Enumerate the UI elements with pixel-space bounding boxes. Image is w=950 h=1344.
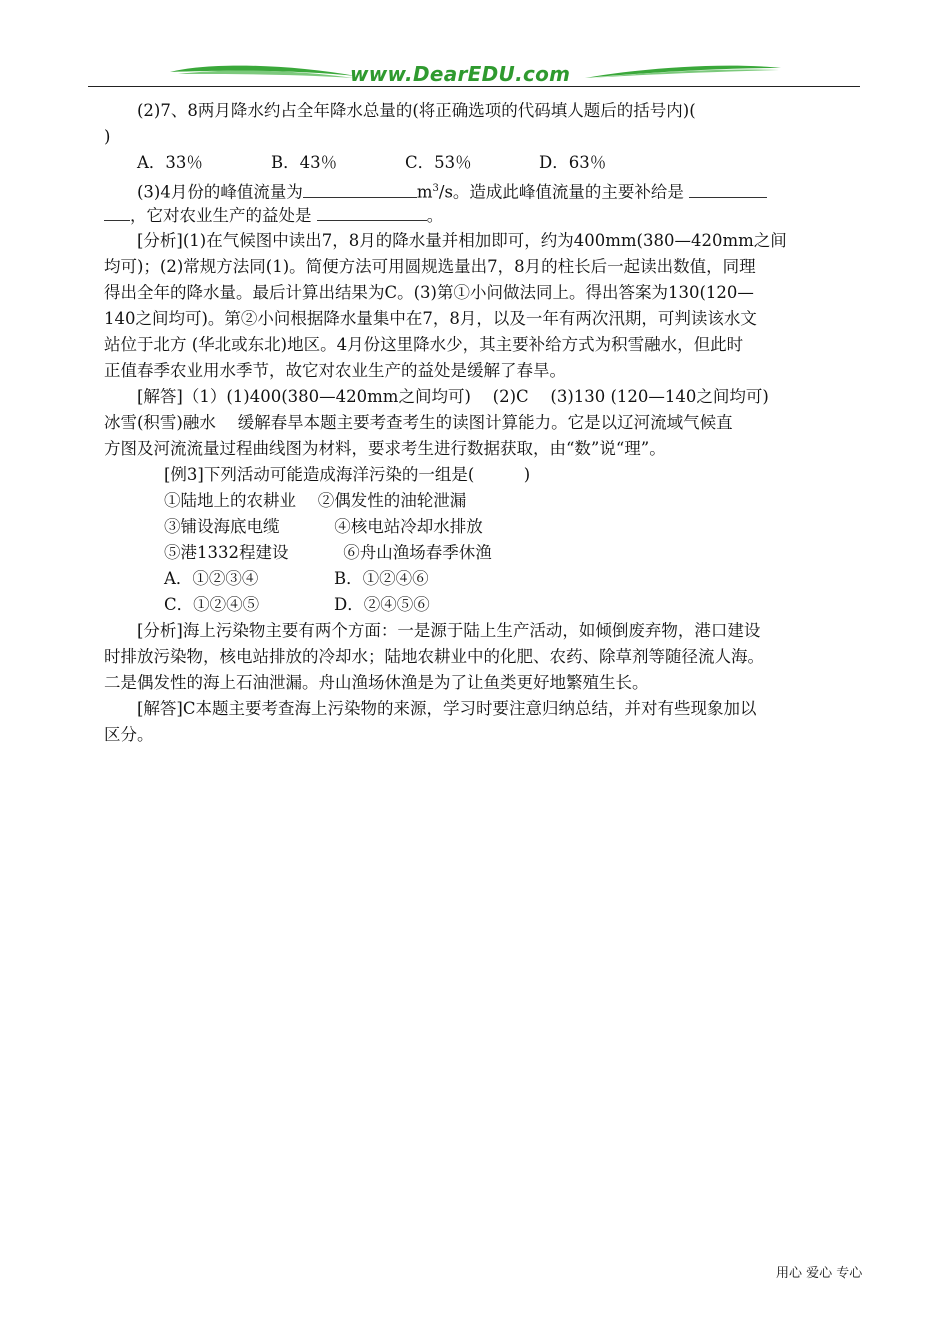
answer1-line: 方图及河流流量过程曲线图为材料，要求考生进行数据获取，由“数”说“理”。	[104, 439, 666, 458]
page-header	[88, 60, 860, 92]
right-swoosh-graphic	[583, 60, 783, 88]
q3-line2	[104, 202, 848, 228]
q3-text-a: (3)4月份的峰值流量为	[137, 182, 303, 202]
example3-item: ③铺设海底电缆 ④核电站冷却水排放	[164, 517, 483, 536]
example3-choice-a: A．①②③④	[164, 569, 259, 588]
q2-stem-line2: )	[104, 127, 111, 146]
q2-option-c: C．53％	[405, 153, 472, 172]
example3-choices-row	[104, 592, 848, 618]
answer1-line: [解答]（1）(1)400(380—420mm之间均可) (2)C (3)130 (120—140之间均可)	[137, 387, 769, 406]
analysis3-line: 二是偶发性的海上石油泄漏。舟山渔场休渔是为了让鱼类更好地繁殖生长。	[104, 673, 649, 692]
example3-item: ⑤港1332程建设 ⑥舟山渔场春季休渔	[164, 543, 492, 562]
page-footer: 用心 爱心 专心	[776, 1266, 863, 1281]
answer3-line: [解答]C本题主要考查海上污染物的来源，学习时要注意归纳总结，并对有些现象加以	[137, 699, 757, 718]
example3-choices-row	[104, 566, 848, 592]
q2-options	[104, 150, 848, 176]
q3-text-b: ，它对农业生产的益处是	[130, 206, 312, 225]
answer-blank	[317, 202, 427, 221]
analysis1-line: 正值春季农业用水季节，故它对农业生产的益处是缓解了春旱。	[104, 361, 566, 380]
q2-option-a: A．33％	[137, 153, 203, 172]
q2-option-b: B．43％	[271, 153, 338, 172]
example3-item: ①陆地上的农耕业 ②偶发性的油轮泄漏	[164, 491, 467, 510]
q3-unit-sup: 3	[432, 183, 439, 194]
answer-blank	[303, 179, 417, 198]
q2-stem-line1: (2)7、8两月降水约占全年降水总量的(将正确选项的代码填人题后的括号内)(	[137, 101, 696, 120]
analysis1-line: 140之间均可)。第②小问根据降水量集中在7，8月，以及一年有两次汛期，可判读该水文	[104, 309, 757, 328]
example3-choice-d: D．②④⑤⑥	[334, 595, 430, 614]
analysis1-line: 站位于北方 (华北或东北)地区。4月份这里降水少，其主要补给方式为积雪融水，但此时	[104, 335, 744, 354]
q3-line1	[104, 176, 848, 202]
q3-unit: m	[416, 182, 433, 202]
header-rule	[88, 86, 860, 87]
example3-stem: [例3]下列活动可能造成海洋污染的一组是( )	[164, 465, 531, 484]
analysis3-line: [分析]海上污染物主要有两个方面：一是源于陆上生产活动，如倾倒废弃物，港口建设	[137, 621, 761, 640]
example3-choice-b: B．①②④⑥	[334, 569, 429, 588]
left-swoosh-graphic	[168, 60, 358, 88]
example3-choice-c: C．①②④⑤	[164, 595, 260, 614]
q3-unit-tail: /s。造成此峰值流量的主要补给是	[438, 182, 684, 202]
site-logo: www.DearEDU.com	[350, 62, 571, 86]
document-body	[104, 98, 848, 748]
answer3-line: 区分。	[104, 725, 154, 744]
analysis1-line: 得出全年的降水量。最后计算出结果为C。(3)第①小问做法同上。得出答案为130(120—	[104, 283, 754, 302]
analysis1-line: [分析](1)在气候图中读出7，8月的降水量并相加即可，约为400mm(380—420mm之间	[137, 231, 787, 250]
answer-blank	[104, 202, 130, 221]
answer1-line: 冰雪(积雪)融水 缓解春旱本题主要考查考生的读图计算能力。它是以辽河流域气候直	[104, 413, 733, 432]
analysis1-line: 均可)；(2)常规方法同(1)。简便方法可用圆规选量出7，8月的柱长后一起读出数值，同理	[104, 257, 756, 276]
analysis3-line: 时排放污染物，核电站排放的冷却水；陆地农耕业中的化肥、农药、除草剂等随径流人海。	[104, 647, 764, 666]
q2-option-d: D．63％	[539, 153, 607, 172]
q3-text-c: 。	[426, 206, 444, 225]
answer-blank	[689, 179, 767, 198]
